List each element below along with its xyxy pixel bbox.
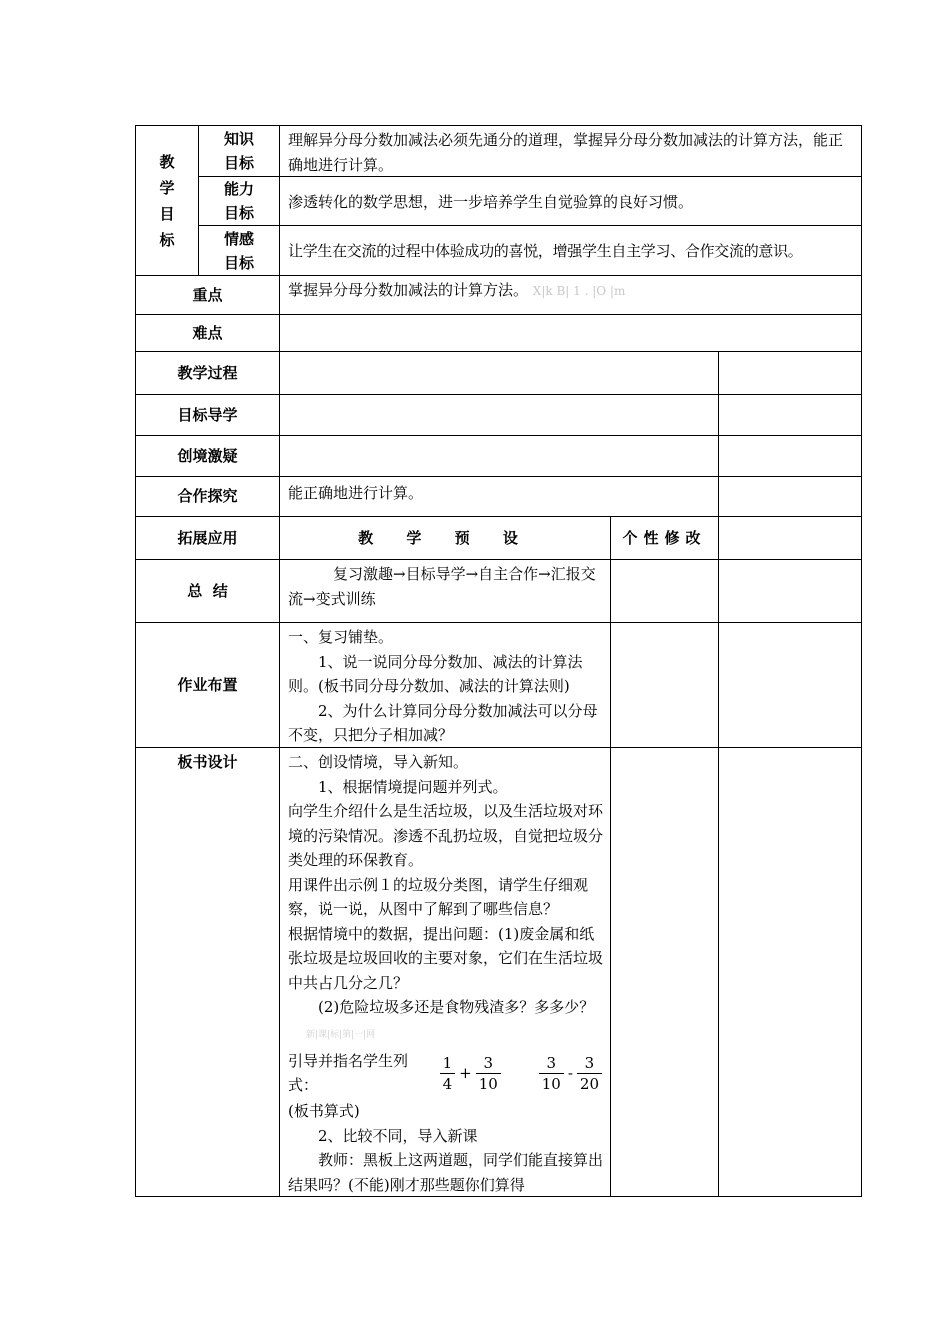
ability-goal-text: 渗透转化的数学思想，进一步培养学生自觉验算的良好习惯。 [288,192,694,211]
plus-operator: + [459,1063,472,1082]
explore-text: 能正确地进行计算。 [288,484,424,502]
table-border [861,125,862,1197]
emotion-goal-label: 情感 目标 [223,229,254,272]
knowledge-goal-text: 理解异分母分数加减法必须先通分的道理，掌握异分母分数加减法的计算方法，能正确地进行计算。 [288,131,844,174]
key-point-label: 重点 [192,285,223,304]
table-border [718,351,719,1197]
difficulty-label: 难点 [192,323,223,342]
extend-label: 拓展应用 [177,528,238,547]
table-border [135,1196,862,1197]
watermark-text: X|k B| 1 . |O |m [532,284,626,298]
minus-operator: - [567,1063,573,1082]
goal-guide-label: 目标导学 [177,405,238,424]
emotion-goal-text: 让学生在交流的过程中体验成功的喜悦，增强学生自主学习、合作交流的意识。 [288,242,803,261]
fraction: $\frac{1}{4}$ [440,1053,456,1094]
board-design-text: 二、创设情境，导入新知。 1、根据情境提问题并列式。 向学生介绍什么是生活垃圾，以及生活垃圾对环境的污染情况。渗透不乱扔垃圾，自觉把垃圾分类处理的环保教育。 用课件出示例１的垃圾分类图，请学生仔细观察，说一说，从图中了解到了哪些信息？ 根据情境中的数据，提出问题：(1)废金属和纸张垃圾是垃圾回收的主要对象，它们在生活垃圾中共占几分之几？ (2)危险垃圾多还是食物残渣多？多多少？新|课|标|第|一|网 引导并指名学生列式： $\frac{1}{4}$ + $\frac{3}{10}$ $\frac{3}{10}$ - $\frac{3}{20}$ (板书算式) 2、比较不同，导入新课 教师：黑板上这两道题，同学们能直接算出结果吗？(不能)刚才那些题你们算得 [288,753,604,1194]
teaching-process-label: 教学过程 [177,363,238,382]
fraction: $\frac{3}{10}$ [539,1053,564,1094]
explore-label: 合作探究 [177,487,238,506]
knowledge-goal-label: 知识 目标 [223,130,254,172]
fraction: $\frac{3}{10}$ [476,1053,501,1094]
goals-group-label: 教 学 目 标 [159,152,175,249]
ability-goal-label: 能力 目标 [223,180,254,222]
fraction: $\frac{3}{20}$ [577,1053,602,1094]
homework-label: 作业布置 [177,675,238,694]
teaching-preset-header: 教 学 预 设 [358,528,532,547]
watermark-text: 新|课|标|第|一|网 [306,1029,376,1040]
summary-label: 总 结 [187,581,228,600]
scenario-label: 创境激疑 [177,446,238,465]
board-design-label: 板书设计 [177,753,238,771]
personal-modify-header: 个性修改 [622,528,707,547]
summary-text: 复习激趣→目标导学→自主合作→汇报交流→变式训练 [288,565,596,608]
table-border [610,516,611,1197]
key-point-text: 掌握异分母分数加减法的计算方法。 X|k B| 1 . |O |m [288,281,626,299]
formula-line: 引导并指名学生列式： $\frac{1}{4}$ + $\frac{3}{10}$ $\frac{3}{10}$ - $\frac{3}{20}$ [288,1047,604,1099]
homework-text: 一、复习铺垫。 1、说一说同分母分数加、减法的计算法则。(板书同分母分数加、减法的计算法则) 2、为什么计算同分母分数加减法可以分母不变，只把分子相加减？ [288,628,598,744]
